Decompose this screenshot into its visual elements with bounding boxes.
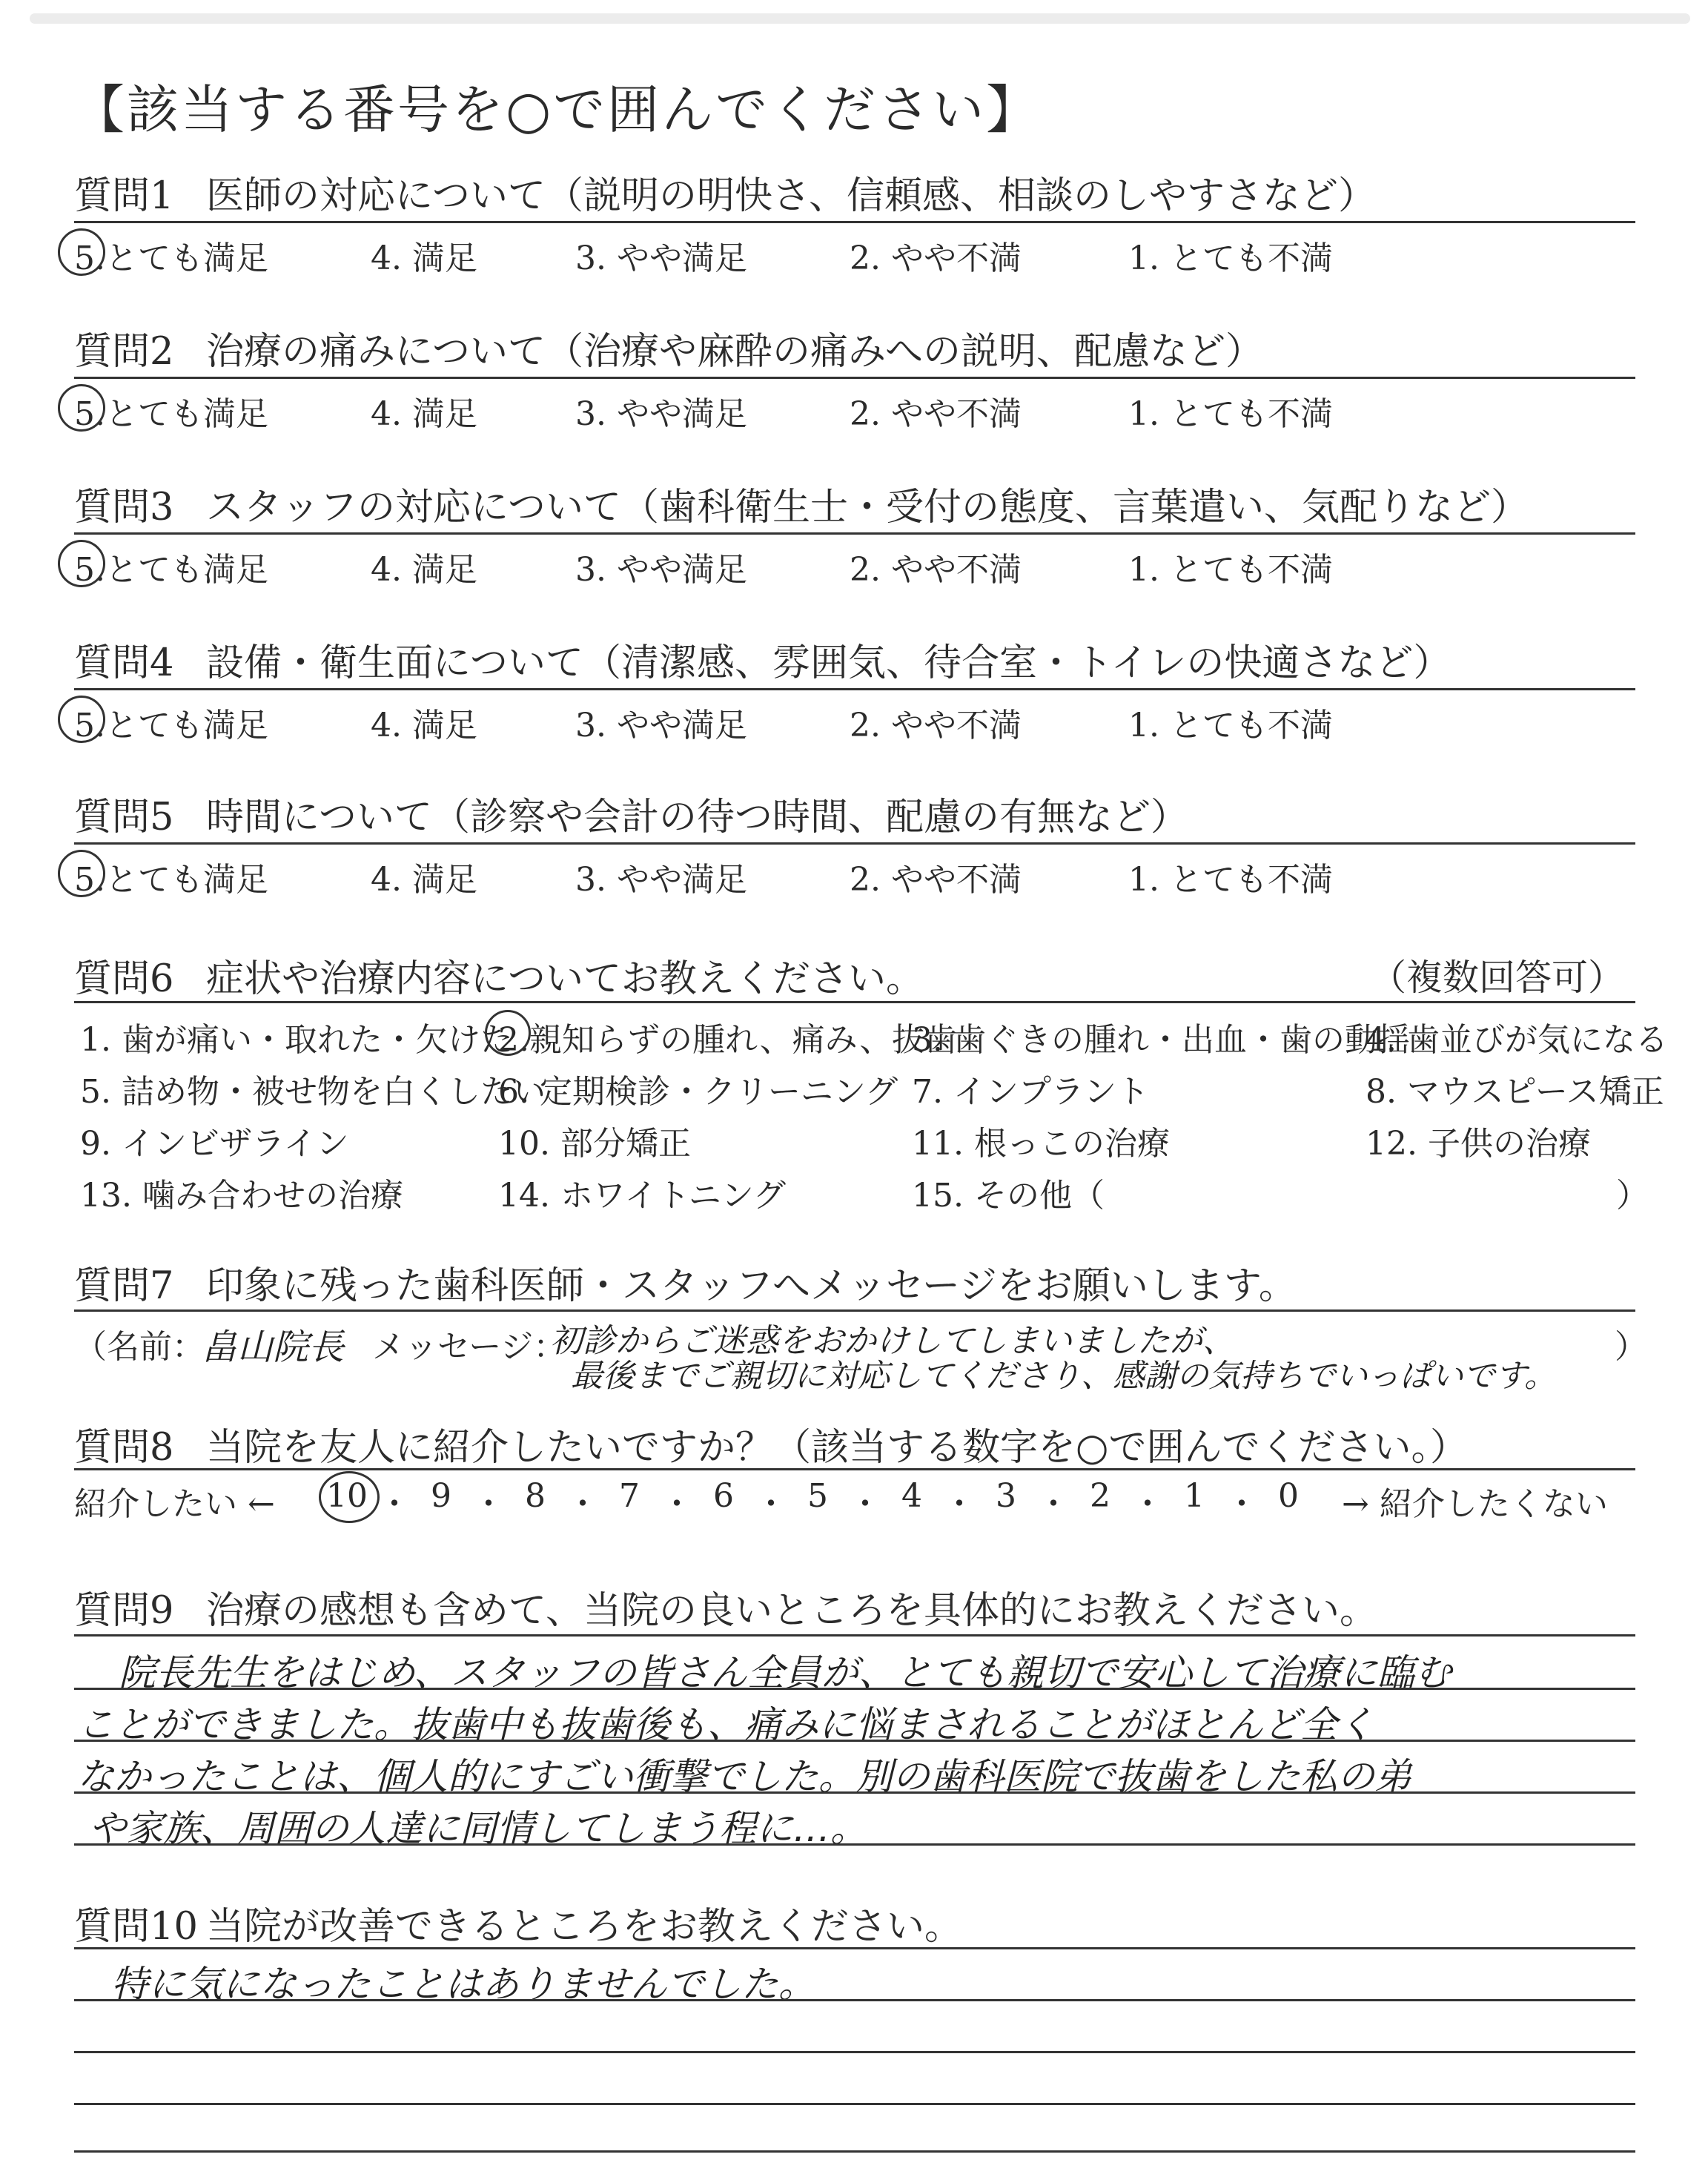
scale-value[interactable]: 1 <box>1184 1477 1205 1515</box>
symptom-option[interactable]: 5. 詰め物・被せ物を白くしたい <box>80 1073 546 1111</box>
scan-top-edge <box>30 13 1690 24</box>
scale-separator: ・ <box>1131 1485 1164 1523</box>
question-text: 当院を友人に紹介したいですか？（該当する数字を○で囲んでください。） <box>206 1426 1469 1470</box>
recommend-right-label: → 紹介したくない <box>1342 1485 1608 1523</box>
recommend-left-label: 紹介したい ← <box>74 1485 275 1523</box>
symptom-option[interactable]: 12. 子供の治療 <box>1366 1125 1591 1163</box>
question-text: スタッフの対応について（歯科衛生士・受付の態度、言葉遣い、気配りなど） <box>206 486 1529 529</box>
question-text: 治療の感想も含めて、当院の良いところを具体的にお教えください。 <box>206 1589 1377 1633</box>
symptom-option[interactable]: 1. 歯が痛い・取れた・欠けた <box>80 1021 513 1059</box>
selection-circle <box>58 540 105 587</box>
question-text: 設備・衛生面について（清潔感、雰囲気、待合室・トイレの快適さなど） <box>206 641 1452 685</box>
symptom-option[interactable]: 8. マウスピース矯正 <box>1366 1073 1664 1111</box>
page-title: 【該当する番号を○で囲んでください】 <box>73 79 1041 140</box>
answer-handwritten-line[interactable]: 特に気になったことはありませんでした。 <box>111 1963 815 2006</box>
scale-separator: ・ <box>755 1485 787 1523</box>
question-rule <box>74 688 1635 690</box>
scale-value[interactable]: 2 <box>1090 1477 1110 1515</box>
other-close-paren: ） <box>1616 1177 1649 1215</box>
rating-option-3[interactable]: 3. やや満足 <box>575 395 747 433</box>
question-text: 印象に残った歯科医師・スタッフへメッセージをお願いします。 <box>206 1264 1297 1308</box>
message-close-paren: ） <box>1615 1328 1647 1366</box>
rating-option-5[interactable]: 5.とても満足 <box>74 240 268 277</box>
symptom-option-selected[interactable]: 2.親知らずの腫れ、痛み、抜歯 <box>498 1021 958 1059</box>
answer-handwritten-line[interactable]: 院長先生をはじめ、スタッフの皆さん全員が、とても親切で安心して治療に臨む <box>119 1651 1452 1694</box>
rating-option-2[interactable]: 2. やや不満 <box>850 707 1022 744</box>
message-label: メッセージ： <box>372 1328 566 1366</box>
symptom-option[interactable]: 9. インビザライン <box>80 1125 349 1163</box>
selection-circle <box>58 384 105 432</box>
rating-option-3[interactable]: 3. やや満足 <box>575 861 747 899</box>
question-number: 質問10 <box>74 1905 198 1949</box>
rating-option-1[interactable]: 1. とても不満 <box>1128 395 1333 433</box>
question-rule <box>74 221 1635 223</box>
rating-option-4[interactable]: 4. 満足 <box>371 707 477 744</box>
selection-circle <box>58 228 105 276</box>
question-number: 質問6 <box>74 957 174 1001</box>
question-rule <box>74 1468 1635 1470</box>
answer-rule <box>74 1688 1635 1690</box>
scale-separator: ・ <box>566 1485 599 1523</box>
rating-option-5[interactable]: 5.とても満足 <box>74 861 268 899</box>
scale-value[interactable]: 8 <box>525 1477 546 1515</box>
rating-option-3[interactable]: 3. やや満足 <box>575 551 747 589</box>
question-number: 質問9 <box>74 1589 174 1633</box>
selection-circle <box>58 696 105 743</box>
answer-rule <box>74 1740 1635 1742</box>
rating-option-2[interactable]: 2. やや不満 <box>850 861 1022 899</box>
rating-option-2[interactable]: 2. やや不満 <box>850 240 1022 277</box>
question-text: 時間について（診察や会計の待つ時間、配慮の有無など） <box>206 796 1188 839</box>
answer-handwritten-line[interactable]: なかったことは、個人的にすごい衝撃でした。別の歯科医院で抜歯をした私の弟 <box>77 1755 1411 1798</box>
scale-separator: ・ <box>1037 1485 1070 1523</box>
scale-value[interactable]: 9 <box>431 1477 451 1515</box>
question-rule <box>74 377 1635 379</box>
rating-option-4[interactable]: 4. 満足 <box>371 395 477 433</box>
rating-option-1[interactable]: 1. とても不満 <box>1128 861 1333 899</box>
question-rule <box>74 1309 1635 1312</box>
scale-value[interactable]: 6 <box>713 1477 734 1515</box>
scale-value[interactable]: 3 <box>996 1477 1016 1515</box>
scale-separator: ・ <box>1225 1485 1258 1523</box>
question-number: 質問7 <box>74 1264 174 1308</box>
rating-option-2[interactable]: 2. やや不満 <box>850 395 1022 433</box>
answer-rule <box>74 2051 1635 2053</box>
question-text: 症状や治療内容についてお教えください。 <box>206 957 924 1001</box>
rating-option-4[interactable]: 4. 満足 <box>371 240 477 277</box>
scale-value[interactable]: 5 <box>807 1477 828 1515</box>
selection-circle <box>58 850 105 897</box>
question-rule <box>74 1001 1635 1003</box>
answer-handwritten-line[interactable]: や家族、周囲の人達に同情してしまう程に…。 <box>89 1807 867 1850</box>
rating-option-5[interactable]: 5.とても満足 <box>74 551 268 589</box>
answer-rule <box>74 2150 1635 2153</box>
scale-separator: ・ <box>472 1485 505 1523</box>
rating-option-1[interactable]: 1. とても不満 <box>1128 551 1333 589</box>
symptom-option[interactable]: 6. 定期検診・クリーニング <box>498 1073 898 1111</box>
rating-option-5[interactable]: 5.とても満足 <box>74 395 268 433</box>
answer-handwritten-line[interactable]: ことができました。抜歯中も抜歯後も、痛みに悩まされることがほとんど全く <box>77 1703 1374 1746</box>
scale-value[interactable]: 4 <box>901 1477 922 1515</box>
question-number: 質問4 <box>74 641 174 685</box>
scale-value[interactable]: 7 <box>619 1477 640 1515</box>
scale-separator: ・ <box>943 1485 976 1523</box>
answer-rule <box>74 1791 1635 1794</box>
question-number: 質問3 <box>74 486 174 529</box>
selection-circle <box>319 1471 380 1523</box>
symptom-option[interactable]: 7. インプラント <box>912 1073 1149 1111</box>
symptom-option[interactable]: 13. 噛み合わせの治療 <box>80 1177 403 1215</box>
answer-rule <box>74 1843 1635 1846</box>
question-rule <box>74 842 1635 845</box>
question-rule <box>74 532 1635 535</box>
rating-option-3[interactable]: 3. やや満足 <box>575 240 747 277</box>
rating-option-4[interactable]: 4. 満足 <box>371 551 477 589</box>
answer-rule <box>74 1634 1635 1636</box>
message-handwritten-line[interactable]: 最後までご親切に対応してくださり、感謝の気持ちでいっぱいです。 <box>571 1358 1557 1395</box>
rating-option-1[interactable]: 1. とても不満 <box>1128 240 1333 277</box>
scale-value[interactable]: 0 <box>1278 1477 1299 1515</box>
multiple-answers-note: （複数回答可） <box>1370 957 1625 999</box>
symptom-option[interactable]: 14. ホワイトニング <box>498 1177 787 1215</box>
question-number: 質問1 <box>74 174 174 218</box>
rating-option-5[interactable]: 5.とても満足 <box>74 707 268 744</box>
rating-option-2[interactable]: 2. やや不満 <box>850 551 1022 589</box>
symptom-option-other[interactable]: 15. その他（ <box>912 1177 1105 1215</box>
name-label: （名前： <box>74 1328 205 1366</box>
question-text: 治療の痛みについて（治療や麻酔の痛みへの説明、配慮など） <box>206 330 1263 374</box>
scale-separator: ・ <box>661 1485 693 1523</box>
question-number: 質問2 <box>74 330 174 374</box>
question-number: 質問8 <box>74 1426 174 1470</box>
symptom-option[interactable]: 11. 根っこの治療 <box>912 1125 1170 1163</box>
rating-option-4[interactable]: 4. 満足 <box>371 861 477 899</box>
name-value-handwritten[interactable]: 畠山院長 <box>202 1327 345 1368</box>
question-text: 当院が改善できるところをお教えください。 <box>206 1905 963 1949</box>
question-number: 質問5 <box>74 796 174 839</box>
rating-option-3[interactable]: 3. やや満足 <box>575 707 747 744</box>
selection-circle <box>485 1010 531 1056</box>
symptom-option[interactable]: 4. 歯並びが気になる <box>1366 1021 1668 1059</box>
symptom-option[interactable]: 3. 歯ぐきの腫れ・出血・歯の動揺 <box>912 1021 1410 1059</box>
question-text: 医師の対応について（説明の明快さ、信頼感、相談のしやすさなど） <box>206 174 1376 218</box>
answer-rule <box>74 1947 1635 1949</box>
rating-option-1[interactable]: 1. とても不満 <box>1128 707 1333 744</box>
answer-rule <box>74 1999 1635 2001</box>
scale-separator: ・ <box>378 1485 411 1523</box>
scale-value[interactable]: 10 <box>326 1477 368 1515</box>
scale-separator: ・ <box>849 1485 881 1523</box>
message-handwritten-line[interactable]: 初診からご迷惑をおかけしてしまいましたが、 <box>550 1322 1235 1360</box>
answer-rule <box>74 2103 1635 2105</box>
symptom-option[interactable]: 10. 部分矯正 <box>498 1125 691 1163</box>
